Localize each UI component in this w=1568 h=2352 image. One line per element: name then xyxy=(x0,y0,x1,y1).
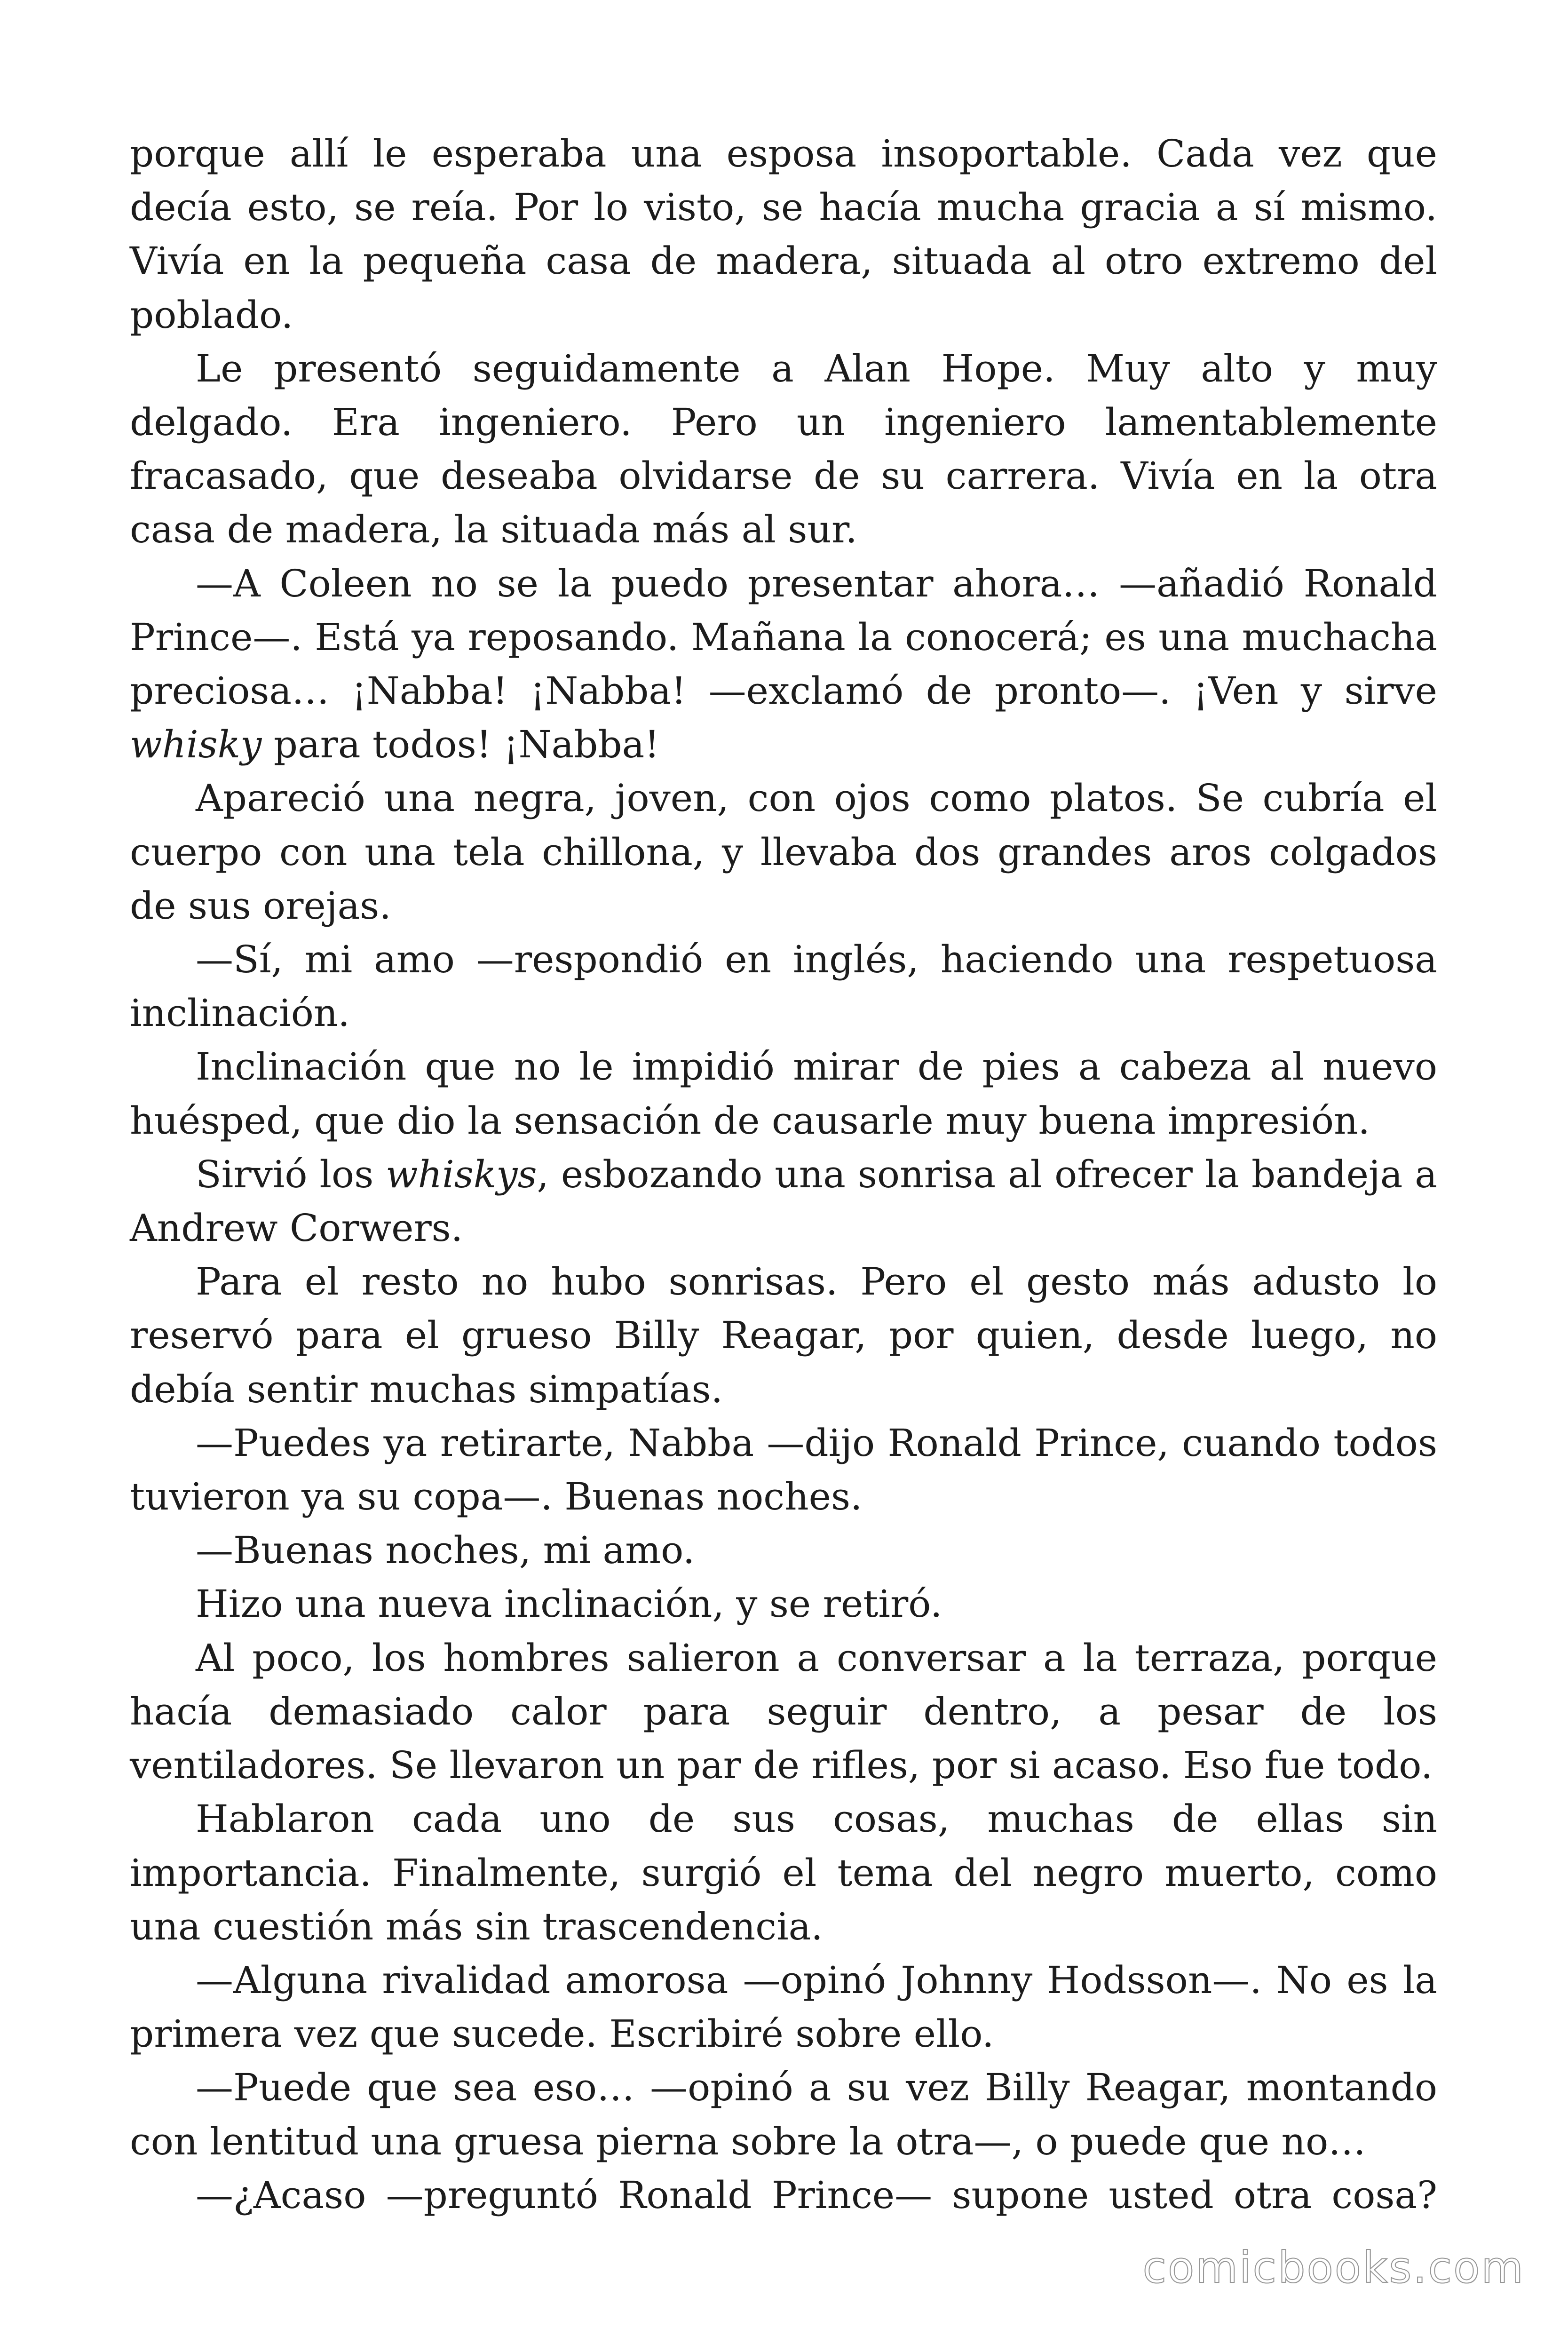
paragraph xyxy=(130,1631,1437,1793)
paragraph xyxy=(130,557,1437,772)
italic-text-run: whisky xyxy=(130,723,262,767)
book-page-text xyxy=(130,127,1437,2222)
paragraph xyxy=(130,933,1437,1040)
text-run: —¿Acaso —preguntó Ronald Prince— supone usted otra cosa? xyxy=(196,2173,1437,2217)
text-run: , esbozando una sonrisa al ofrecer la bandeja a Andrew Corwers. xyxy=(130,1152,1438,1250)
paragraph xyxy=(130,127,1437,342)
text-run: —Sí, mi amo —respondió en inglés, haciendo una respetuosa inclinación. xyxy=(130,938,1437,1035)
text-run: Hizo una nueva inclinación, y se retiró. xyxy=(196,1582,942,1626)
text-run: Para el resto no hubo sonrisas. Pero el gesto más adusto lo reservó para el grueso Billy Reagar, por quien, desde luego, no debía sentir muchas simpatías. xyxy=(130,1260,1437,1411)
paragraph xyxy=(130,1954,1437,2061)
text-run: Al poco, los hombres salieron a conversar a la terraza, porque hacía demasiado calor para seguir dentro, a pesar de los ventiladores. Se llevaron un par de rifles, por si acaso. Eso fue todo. xyxy=(130,1636,1437,1788)
paragraph xyxy=(130,1040,1437,1147)
text-run: Apareció una negra, joven, con ojos como platos. Se cubría el cuerpo con una tela chillona, y llevaba dos grandes aros colgados de sus orejas. xyxy=(130,776,1437,928)
paragraph xyxy=(130,1577,1437,1631)
paragraph xyxy=(130,1792,1437,1954)
text-run: Sirvió los xyxy=(196,1152,386,1196)
text-run: Inclinación que no le impidió mirar de pies a cabeza al nuevo huésped, que dio la sensación de causarle muy buena impresión. xyxy=(130,1045,1437,1143)
text-run: —Puedes ya retirarte, Nabba —dijo Ronald Prince, cuando todos tuvieron ya su copa—. Buenas noches. xyxy=(130,1421,1437,1519)
text-run: porque allí le esperaba una esposa insoportable. Cada vez que decía esto, se reía. Por lo visto, se hacía mucha gracia a sí mismo. Vivía en la pequeña casa de madera, situada al otro extremo del poblado. xyxy=(130,132,1437,337)
paragraph xyxy=(130,2169,1437,2222)
text-run: —A Coleen no se la puedo presentar ahora… —añadió Ronald Prince—. Está ya reposando. Mañana la conocerá; es una muchacha preciosa… ¡Nabba! ¡Nabba! —exclamó de pronto—. ¡Ven y sirve xyxy=(130,561,1437,713)
text-run: para todos! ¡Nabba! xyxy=(261,723,660,767)
paragraph xyxy=(130,1524,1437,1577)
paragraph xyxy=(130,1148,1437,1255)
text-run: Le presentó seguidamente a Alan Hope. Muy alto y muy delgado. Era ingeniero. Pero un ingeniero lamentablemente fracasado, que deseaba olvidarse de su carrera. Vivía en la otra casa de madera, la situada más al sur. xyxy=(130,346,1437,552)
paragraph xyxy=(130,2061,1437,2168)
text-run: Hablaron cada uno de sus cosas, muchas de ellas sin importancia. Finalmente, surgió el tema del negro muerto, como una cuestión más sin trascendencia. xyxy=(130,1797,1437,1948)
italic-text-run: whiskys xyxy=(386,1152,537,1196)
paragraph xyxy=(130,1416,1437,1524)
text-run: —Alguna rivalidad amorosa —opinó Johnny Hodsson—. No es la primera vez que sucede. Escribiré sobre ello. xyxy=(130,1958,1437,2056)
text-run: —Buenas noches, mi amo. xyxy=(196,1528,695,1573)
paragraph xyxy=(130,342,1437,557)
paragraph xyxy=(130,771,1437,933)
watermark: comicbooks.com xyxy=(1142,2242,1525,2293)
text-run: —Puede que sea eso… —opinó a su vez Billy Reagar, montando con lentitud una gruesa pierna sobre la otra—, o puede que no… xyxy=(130,2066,1437,2163)
paragraph xyxy=(130,1255,1437,1416)
